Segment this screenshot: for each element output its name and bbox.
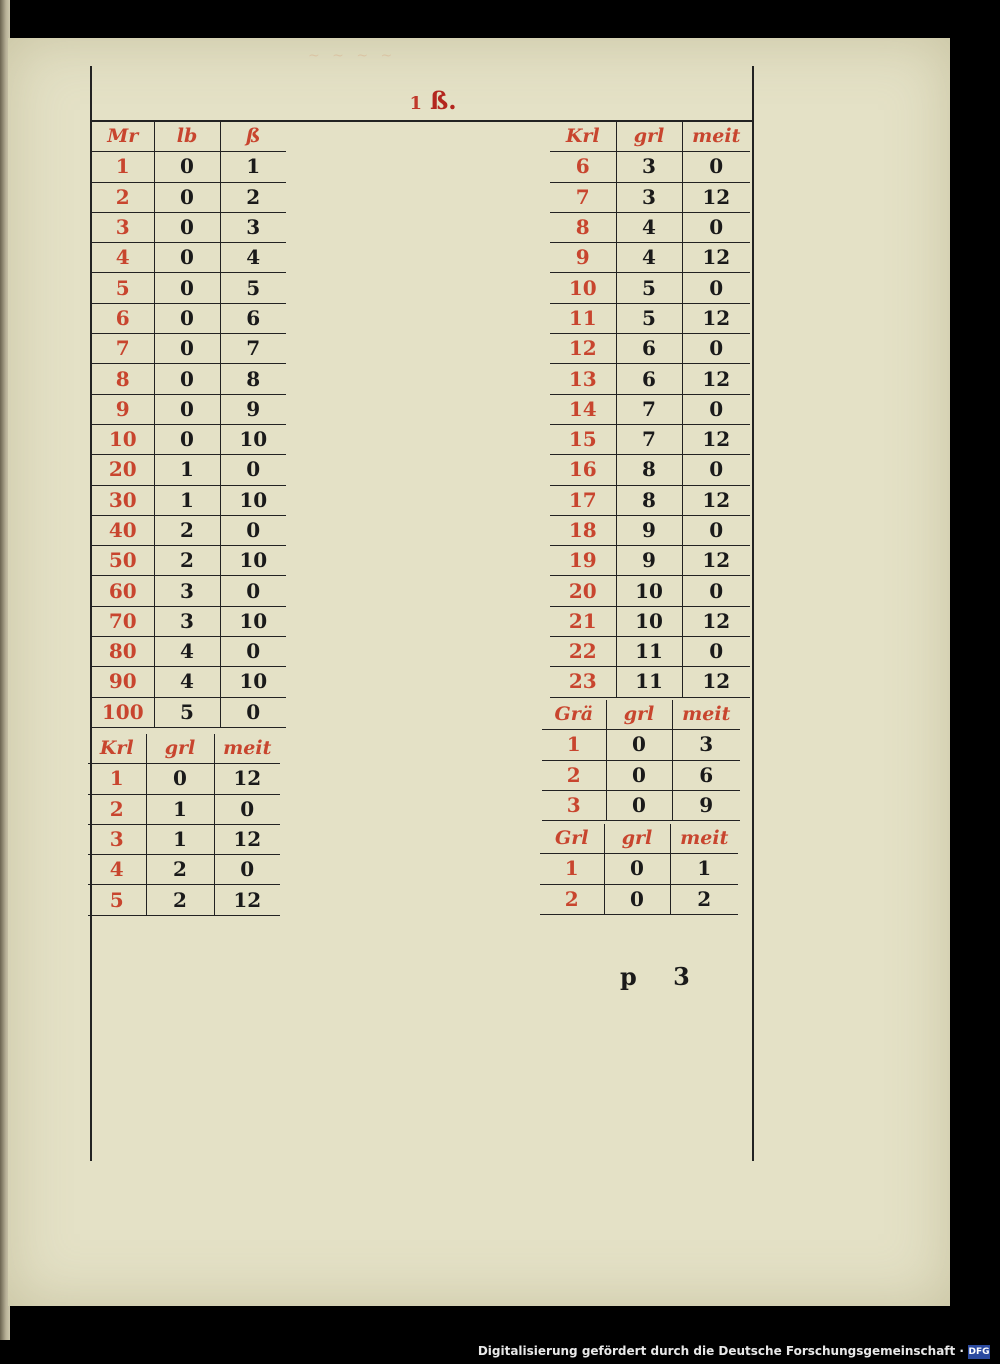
row-label-cell: 15 [550, 424, 616, 454]
column-header: Krl [88, 734, 146, 764]
value-cell: 8 [220, 364, 286, 394]
left-table-currency [92, 122, 286, 728]
value-cell: 0 [154, 364, 220, 394]
row-label-cell: 2 [540, 884, 604, 914]
row-label-cell: 19 [550, 546, 616, 576]
row-label-cell: 9 [550, 243, 616, 273]
table-row [542, 790, 740, 820]
value-cell: 12 [214, 824, 280, 854]
value-cell: 9 [672, 790, 740, 820]
table-row [88, 885, 280, 915]
value-cell: 0 [154, 243, 220, 273]
table-row [92, 576, 286, 606]
column-header: grl [146, 734, 214, 764]
value-cell: 12 [682, 424, 750, 454]
row-label-cell: 2 [92, 182, 154, 212]
value-cell: 6 [672, 760, 740, 790]
right-table-grl [540, 824, 738, 915]
row-label-cell: 60 [92, 576, 154, 606]
row-label-cell: 1 [92, 152, 154, 182]
column-header: meit [214, 734, 280, 764]
row-label-cell: 18 [550, 515, 616, 545]
table-row [550, 182, 750, 212]
value-cell: 1 [220, 152, 286, 182]
value-cell: 0 [682, 212, 750, 242]
row-label-cell: 100 [92, 697, 154, 727]
row-label-cell: 4 [88, 855, 146, 885]
value-cell: 0 [154, 424, 220, 454]
row-label-cell: 30 [92, 485, 154, 515]
row-label-cell: 23 [550, 667, 616, 697]
row-label-cell: 10 [92, 424, 154, 454]
table-row [92, 697, 286, 727]
table-row [550, 152, 750, 182]
table-row [88, 794, 280, 824]
table-row [550, 606, 750, 636]
value-cell: 3 [154, 606, 220, 636]
table-row [550, 273, 750, 303]
value-cell: 0 [154, 152, 220, 182]
value-cell: 10 [616, 576, 682, 606]
table-row [542, 730, 740, 760]
table-row [92, 546, 286, 576]
value-cell: 0 [682, 334, 750, 364]
value-cell: 3 [220, 212, 286, 242]
value-cell: 2 [154, 546, 220, 576]
right-table-kreuzer [550, 122, 750, 698]
table-row [550, 334, 750, 364]
table-row [92, 334, 286, 364]
table-row [550, 667, 750, 697]
table-row [92, 637, 286, 667]
value-cell: 5 [220, 273, 286, 303]
heading-number: 1 [409, 93, 422, 114]
table-row [92, 667, 286, 697]
column-header: Grä [542, 700, 606, 730]
value-cell: 0 [154, 182, 220, 212]
table-row [550, 455, 750, 485]
table-row [550, 546, 750, 576]
table-header-row [540, 824, 738, 854]
row-label-cell: 11 [550, 303, 616, 333]
column-header: grl [604, 824, 670, 854]
row-label-cell: 9 [92, 394, 154, 424]
value-cell: 3 [616, 182, 682, 212]
value-cell: 3 [672, 730, 740, 760]
value-cell: 0 [154, 212, 220, 242]
value-cell: 0 [606, 730, 672, 760]
table-row [550, 515, 750, 545]
value-cell: 0 [220, 637, 286, 667]
value-cell: 0 [682, 455, 750, 485]
row-label-cell: 1 [540, 854, 604, 884]
row-label-cell: 4 [92, 243, 154, 273]
value-cell: 5 [154, 697, 220, 727]
table-row [92, 606, 286, 636]
table-row [92, 303, 286, 333]
value-cell: 10 [220, 667, 286, 697]
value-cell: 2 [670, 884, 738, 914]
row-label-cell: 7 [92, 334, 154, 364]
table-row [92, 485, 286, 515]
row-label-cell: 20 [92, 455, 154, 485]
column-header: grl [606, 700, 672, 730]
value-cell: 0 [682, 394, 750, 424]
value-cell: 6 [616, 334, 682, 364]
row-label-cell: 5 [92, 273, 154, 303]
page-signature: p 3 [620, 962, 704, 991]
row-label-cell: 22 [550, 637, 616, 667]
value-cell: 0 [220, 576, 286, 606]
column-header: meit [670, 824, 738, 854]
value-cell: 10 [220, 485, 286, 515]
value-cell: 1 [154, 485, 220, 515]
row-label-cell: 3 [542, 790, 606, 820]
value-cell: 5 [616, 273, 682, 303]
table-row [550, 637, 750, 667]
row-label-cell: 16 [550, 455, 616, 485]
row-label-cell: 50 [92, 546, 154, 576]
right-margin-rule [752, 66, 754, 1161]
value-cell: 0 [682, 576, 750, 606]
row-label-cell: 1 [542, 730, 606, 760]
table-row [92, 515, 286, 545]
table-row [550, 212, 750, 242]
value-cell: 8 [616, 455, 682, 485]
value-cell: 2 [220, 182, 286, 212]
value-cell: 3 [616, 152, 682, 182]
row-label-cell: 80 [92, 637, 154, 667]
value-cell: 0 [220, 455, 286, 485]
value-cell: 9 [616, 546, 682, 576]
value-cell: 6 [220, 303, 286, 333]
value-cell: 0 [682, 637, 750, 667]
value-cell: 6 [616, 364, 682, 394]
value-cell: 0 [604, 854, 670, 884]
dfg-logo: DFG [968, 1347, 990, 1357]
row-label-cell: 5 [88, 885, 146, 915]
value-cell: 0 [682, 515, 750, 545]
value-cell: 0 [604, 884, 670, 914]
value-cell: 2 [146, 885, 214, 915]
row-label-cell: 90 [92, 667, 154, 697]
row-label-cell: 12 [550, 334, 616, 364]
table-row [550, 303, 750, 333]
row-label-cell: 6 [550, 152, 616, 182]
table-row [92, 424, 286, 454]
table-row [550, 243, 750, 273]
row-label-cell: 70 [92, 606, 154, 636]
value-cell: 12 [682, 606, 750, 636]
table-row [92, 212, 286, 242]
table-row [550, 485, 750, 515]
value-cell: 4 [220, 243, 286, 273]
value-cell: 2 [146, 855, 214, 885]
value-cell: 10 [220, 424, 286, 454]
value-cell: 3 [154, 576, 220, 606]
column-header: grl [616, 122, 682, 152]
row-label-cell: 2 [542, 760, 606, 790]
table-row [92, 243, 286, 273]
table-row [92, 152, 286, 182]
value-cell: 9 [220, 394, 286, 424]
column-header: meit [682, 122, 750, 152]
row-label-cell: 21 [550, 606, 616, 636]
row-label-cell: 1 [88, 764, 146, 794]
table-row [550, 576, 750, 606]
row-label-cell: 7 [550, 182, 616, 212]
value-cell: 10 [616, 606, 682, 636]
value-cell: 11 [616, 667, 682, 697]
value-cell: 9 [616, 515, 682, 545]
value-cell: 12 [682, 667, 750, 697]
value-cell: 12 [214, 885, 280, 915]
value-cell: 8 [616, 485, 682, 515]
value-cell: 2 [154, 515, 220, 545]
value-cell: 12 [682, 485, 750, 515]
table-row [540, 884, 738, 914]
row-label-cell: 13 [550, 364, 616, 394]
value-cell: 0 [220, 515, 286, 545]
table-row [550, 394, 750, 424]
value-cell: 1 [670, 854, 738, 884]
table-header-row [550, 122, 750, 152]
value-cell: 12 [682, 364, 750, 394]
bleed-through-smudge: ~ ~ ~ ~ [308, 48, 397, 64]
value-cell: 10 [220, 606, 286, 636]
column-header: Krl [550, 122, 616, 152]
value-cell: 4 [154, 637, 220, 667]
column-header: meit [672, 700, 740, 730]
row-label-cell: 17 [550, 485, 616, 515]
value-cell: 7 [220, 334, 286, 364]
table-row [550, 424, 750, 454]
value-cell: 0 [214, 794, 280, 824]
footer-credit: Digitalisierung gefördert durch die Deutsche Forschungsgemeinschaft · [477, 1344, 964, 1358]
table-row [92, 394, 286, 424]
column-header: ß [220, 122, 286, 152]
column-header: Mr [92, 122, 154, 152]
row-label-cell: 3 [92, 212, 154, 242]
value-cell: 0 [214, 855, 280, 885]
value-cell: 5 [616, 303, 682, 333]
value-cell: 0 [154, 273, 220, 303]
row-label-cell: 3 [88, 824, 146, 854]
table-header-row [88, 734, 280, 764]
table-row [550, 364, 750, 394]
table-header-row [92, 122, 286, 152]
value-cell: 1 [146, 794, 214, 824]
value-cell: 0 [606, 760, 672, 790]
row-label-cell: 10 [550, 273, 616, 303]
heading-text: ß. [429, 86, 457, 115]
value-cell: 12 [682, 182, 750, 212]
table-row [92, 364, 286, 394]
table-row [88, 824, 280, 854]
table-row [92, 273, 286, 303]
row-label-cell: 6 [92, 303, 154, 333]
row-label-cell: 14 [550, 394, 616, 424]
value-cell: 1 [154, 455, 220, 485]
row-label-cell: 2 [88, 794, 146, 824]
table-row [542, 760, 740, 790]
value-cell: 0 [146, 764, 214, 794]
value-cell: 12 [682, 546, 750, 576]
value-cell: 4 [616, 212, 682, 242]
column-header: Grl [540, 824, 604, 854]
value-cell: 7 [616, 394, 682, 424]
value-cell: 0 [154, 394, 220, 424]
row-label-cell: 20 [550, 576, 616, 606]
table-row [88, 855, 280, 885]
value-cell: 12 [214, 764, 280, 794]
table-row [92, 182, 286, 212]
value-cell: 4 [616, 243, 682, 273]
row-label-cell: 8 [550, 212, 616, 242]
value-cell: 0 [606, 790, 672, 820]
table-row [92, 455, 286, 485]
value-cell: 0 [682, 273, 750, 303]
column-header: lb [154, 122, 220, 152]
value-cell: 4 [154, 667, 220, 697]
value-cell: 1 [146, 824, 214, 854]
table-row [88, 764, 280, 794]
table-header-row [542, 700, 740, 730]
value-cell: 11 [616, 637, 682, 667]
value-cell: 0 [154, 303, 220, 333]
value-cell: 10 [220, 546, 286, 576]
value-cell: 0 [682, 152, 750, 182]
table-row [540, 854, 738, 884]
page-heading [388, 86, 478, 115]
value-cell: 12 [682, 243, 750, 273]
value-cell: 0 [220, 697, 286, 727]
value-cell: 12 [682, 303, 750, 333]
left-table-kreuzer [88, 734, 280, 916]
row-label-cell: 40 [92, 515, 154, 545]
manuscript-page [8, 38, 950, 1306]
right-table-gran [542, 700, 740, 821]
value-cell: 0 [154, 334, 220, 364]
value-cell: 7 [616, 424, 682, 454]
row-label-cell: 8 [92, 364, 154, 394]
